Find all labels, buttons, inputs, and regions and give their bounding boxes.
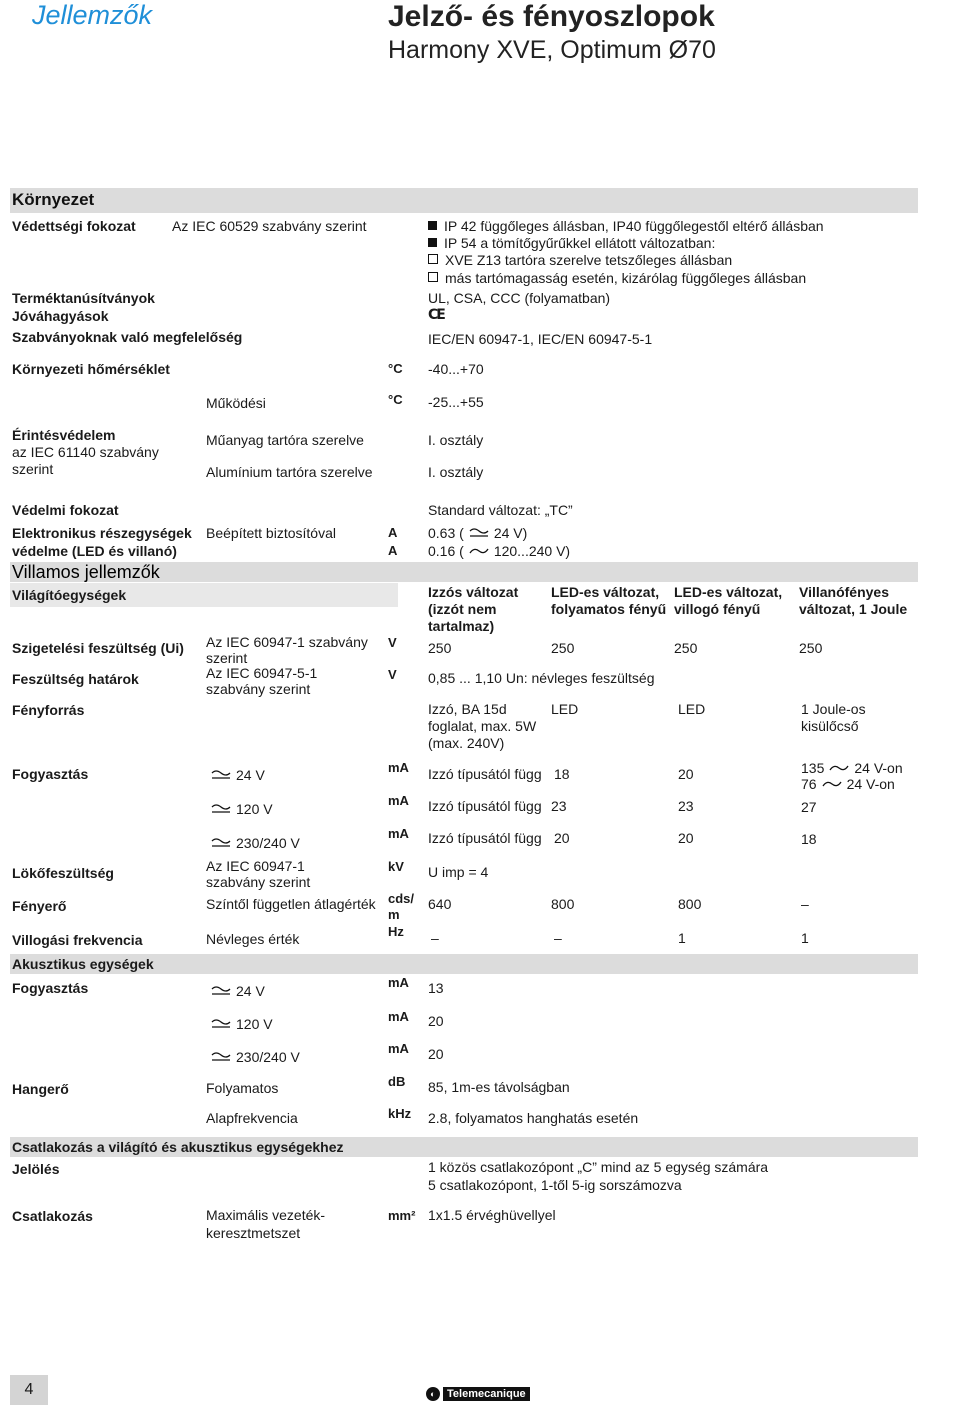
flash-freq-value-1: – (431, 930, 439, 946)
connection-desc-2: keresztmetszet (206, 1225, 301, 1241)
marking-value-1: 1 közös csatlakozópont „C” mind az 5 egység számára (428, 1159, 769, 1175)
ambient-temp-label: Környezeti hőmérséklet (12, 361, 170, 377)
ac-dc-icon (210, 837, 232, 849)
standards-value: IEC/EN 60947-1, IEC/EN 60947-5-1 (428, 331, 653, 347)
insulation-value-4: 250 (799, 640, 823, 656)
connection-value: 1x1.5 érvéghüvellyel (428, 1207, 556, 1223)
voltage-limits-value: 0,85 ... 1,10 Un: névleges feszültség (428, 670, 655, 686)
insulation-unit: V (388, 635, 397, 650)
insulation-label: Szigetelési feszültség (Ui) (12, 640, 184, 656)
cons-24v-unit: mA (388, 760, 409, 775)
ac-cons-120v-value: 20 (428, 1013, 444, 1029)
cons-120v-voltage: 120 V (206, 801, 273, 818)
connection-label: Csatlakozás (12, 1208, 93, 1224)
flash-freq-value-4: 1 (801, 930, 809, 946)
electronics-label-2: védelme (LED és villanó) (12, 543, 177, 559)
ip-line-3: XVE Z13 tartóra szerelve tetszőleges állásban (428, 252, 732, 269)
voltage-limits-label: Feszültség határok (12, 671, 139, 687)
luminosity-value-1: 640 (428, 896, 452, 912)
insulation-value-2: 250 (551, 640, 575, 656)
standards-label: Szabványoknak való megfelelőség (12, 329, 243, 345)
ac-cons-24v-value: 13 (428, 980, 444, 996)
insulation-std-2: szerint (206, 650, 248, 666)
lighting-consumption-label: Fogyasztás (12, 766, 89, 782)
touch-label: Érintésvédelem (12, 427, 116, 443)
touch-label-std: az IEC 61140 szabvány (12, 444, 159, 460)
ac-cons-120v-unit: mA (388, 1009, 409, 1024)
volume-label: Hangerő (12, 1081, 69, 1097)
electronics-label: Elektronikus részegységek (12, 525, 192, 541)
operating-value: -25...+55 (428, 394, 484, 410)
col-header-bulb: Izzós változat (izzót nem tartalmaz) (428, 584, 519, 634)
ac-cons-120v-voltage: 120 V (206, 1016, 273, 1033)
cons-120v-led-flash: 23 (678, 798, 694, 814)
continuous-label: Folyamatos (206, 1080, 279, 1096)
cons-24v-voltage: 24 V (206, 767, 265, 784)
cons-24v-bulb: Izzó típusától függ (428, 766, 542, 782)
marking-label: Jelölés (12, 1161, 60, 1177)
fuse-unit-2: A (388, 543, 398, 558)
surge-std: Az IEC 60947-1 (206, 858, 305, 874)
col-header-led-steady: LED-es változat, folyamatos fényű (551, 584, 667, 617)
luminosity-desc: Színtől független átlagérték (206, 896, 376, 912)
light-source-strobe: 1 Joule-os kisülőcső (801, 701, 866, 734)
flash-freq-unit: Hz (388, 924, 404, 939)
ip-line-1: IP 42 függőleges állásban, IP40 függőlegestől eltérő állásban (428, 218, 824, 235)
bullet-filled-icon (428, 221, 437, 230)
alu-mount-value: I. osztály (428, 464, 484, 480)
col-header-led-flash: LED-es változat, villogó fényű (674, 584, 783, 617)
light-source-bulb: Izzó, BA 15d foglalat, max. 5W (max. 240V) (428, 701, 537, 751)
flash-freq-value-2: – (554, 930, 562, 946)
fuse-label: Beépített biztosítóval (206, 525, 336, 541)
continuous-unit: dB (388, 1074, 406, 1089)
ac-cons-24v-unit: mA (388, 975, 409, 990)
cons-120v-led-steady: 23 (551, 798, 567, 814)
base-freq-label: Alapfrekvencia (206, 1110, 298, 1126)
cons-230v-strobe: 18 (801, 831, 817, 847)
ac-dc-icon (210, 1051, 232, 1063)
ac-dc-icon (210, 803, 232, 815)
cons-120v-strobe: 27 (801, 799, 817, 815)
brand-logo-icon: ◐ (426, 1387, 440, 1401)
ambient-temp-value: -40...+70 (428, 361, 484, 377)
connection-heading: Csatlakozás a világító és akusztikus egységekhez (12, 1139, 344, 1155)
ip-line-4: más tartómagasság esetén, kizárólag függőleges állásban (428, 270, 806, 287)
ac-icon (821, 778, 843, 790)
insulation-value-1: 250 (428, 640, 452, 656)
flash-freq-value-3: 1 (678, 930, 686, 946)
env-heading-band (10, 188, 918, 213)
voltage-limits-std: Az IEC 60947-5-1 (206, 665, 318, 681)
surge-std-2: szabvány szerint (206, 874, 311, 890)
ac-icon (468, 545, 490, 557)
protection-level-label: Védelmi fokozat (12, 502, 119, 518)
ip-line-2: IP 54 a tömítőgyűrűkkel ellátott változatban: (428, 235, 715, 252)
cert-label: Terméktanúsítványok (12, 290, 155, 306)
acoustic-heading: Akusztikus egységek (12, 956, 154, 972)
cons-230v-voltage: 230/240 V (206, 835, 300, 852)
luminosity-unit: cds/ (388, 891, 415, 906)
ac-cons-24v-voltage: 24 V (206, 983, 265, 1000)
plastic-mount-value: I. osztály (428, 432, 484, 448)
voltage-limits-std-2: szabvány szerint (206, 681, 311, 697)
alu-mount-label: Alumínium tartóra szerelve (206, 464, 373, 480)
flash-freq-desc: Névleges érték (206, 931, 300, 947)
cert-value: UL, CSA, CCC (folyamatban) (428, 290, 611, 306)
base-freq-value: 2.8, folyamatos hanghatás esetén (428, 1110, 639, 1126)
cons-230v-bulb: Izzó típusától függ (428, 830, 542, 846)
acoustic-consumption-label: Fogyasztás (12, 980, 89, 996)
cons-24v-led-flash: 20 (678, 766, 694, 782)
ac-dc-icon (210, 985, 232, 997)
insulation-std: Az IEC 60947-1 szabvány (206, 634, 368, 650)
surge-unit: kV (388, 859, 404, 874)
cons-24v-led-steady: 18 (554, 766, 570, 782)
connection-unit: mm² (388, 1208, 416, 1223)
brand-logo (426, 1386, 530, 1402)
ac-cons-230v-voltage: 230/240 V (206, 1049, 300, 1066)
ac-dc-icon (210, 1018, 232, 1030)
lighting-label: Világítóegységek (12, 587, 127, 603)
operating-label: Működési (206, 395, 266, 411)
light-source-label: Fényforrás (12, 702, 85, 718)
brand-name: Telemecanique (443, 1387, 530, 1401)
ac-icon (828, 762, 850, 774)
protection-standard: Az IEC 60529 szabvány szerint (172, 218, 367, 234)
bullet-filled-icon (428, 238, 437, 247)
fuse-unit-1: A (388, 525, 398, 540)
light-source-led-flash: LED (678, 701, 706, 717)
luminosity-value-3: 800 (678, 896, 702, 912)
cons-24v-strobe-ac: 135 24 V-on (801, 760, 903, 776)
flash-freq-label: Villogási frekvencia (12, 932, 143, 948)
cons-230v-led-steady: 20 (554, 830, 570, 846)
continuous-value: 85, 1m-es távolságban (428, 1079, 570, 1095)
ambient-temp-unit: °C (388, 361, 403, 376)
luminosity-unit-2: m (388, 907, 400, 922)
ac-cons-230v-value: 20 (428, 1046, 444, 1062)
cons-120v-bulb: Izzó típusától függ (428, 798, 542, 814)
ac-dc-icon (210, 769, 232, 781)
cons-230v-unit: mA (388, 826, 409, 841)
luminosity-value-4: – (801, 896, 809, 912)
protection-label: Védettségi fokozat (12, 218, 136, 234)
ce-mark-icon: CE (428, 307, 444, 323)
operating-unit: °C (388, 392, 403, 407)
env-heading: Környezet (12, 190, 95, 209)
marking-value-2: 5 csatlakozópont, 1-től 5-ig sorszámozva (428, 1177, 682, 1193)
cons-24v-strobe-ac-2: 76 24 V-on (801, 776, 895, 792)
ac-cons-230v-unit: mA (388, 1041, 409, 1056)
surge-label: Lökőfeszültség (12, 865, 114, 881)
bullet-empty-icon (428, 254, 438, 264)
surge-value: U imp = 4 (428, 864, 489, 880)
electrical-heading: Villamos jellemzők (12, 562, 160, 582)
page-number: 4 (10, 1375, 48, 1405)
col-header-strobe: Villanófényes változat, 1 Joule (799, 584, 908, 617)
luminosity-label: Fényerő (12, 898, 67, 914)
section-label: Jellemzők (32, 0, 153, 30)
base-freq-unit: kHz (388, 1106, 412, 1121)
fuse-value-dc: 0.63 ( 24 V) (428, 525, 528, 541)
voltage-limits-unit: V (388, 667, 397, 682)
bullet-empty-icon (428, 272, 438, 282)
page-subtitle: Harmony XVE, Optimum Ø70 (388, 36, 716, 64)
light-source-led-steady: LED (551, 701, 579, 717)
cons-120v-unit: mA (388, 793, 409, 808)
connection-desc: Maximális vezeték- (206, 1207, 326, 1223)
protection-level-value: Standard változat: „TC” (428, 502, 573, 518)
fuse-value-ac: 0.16 ( 120...240 V) (428, 543, 571, 559)
plastic-mount-label: Műanyag tartóra szerelve (206, 432, 364, 448)
approval-label: Jóváhagyások (12, 308, 109, 324)
page-title: Jelző- és fényoszlopok (388, 0, 715, 33)
touch-label-suffix: szerint (12, 461, 54, 477)
insulation-value-3: 250 (674, 640, 698, 656)
ac-dc-icon (468, 527, 490, 539)
luminosity-value-2: 800 (551, 896, 575, 912)
cons-230v-led-flash: 20 (678, 830, 694, 846)
